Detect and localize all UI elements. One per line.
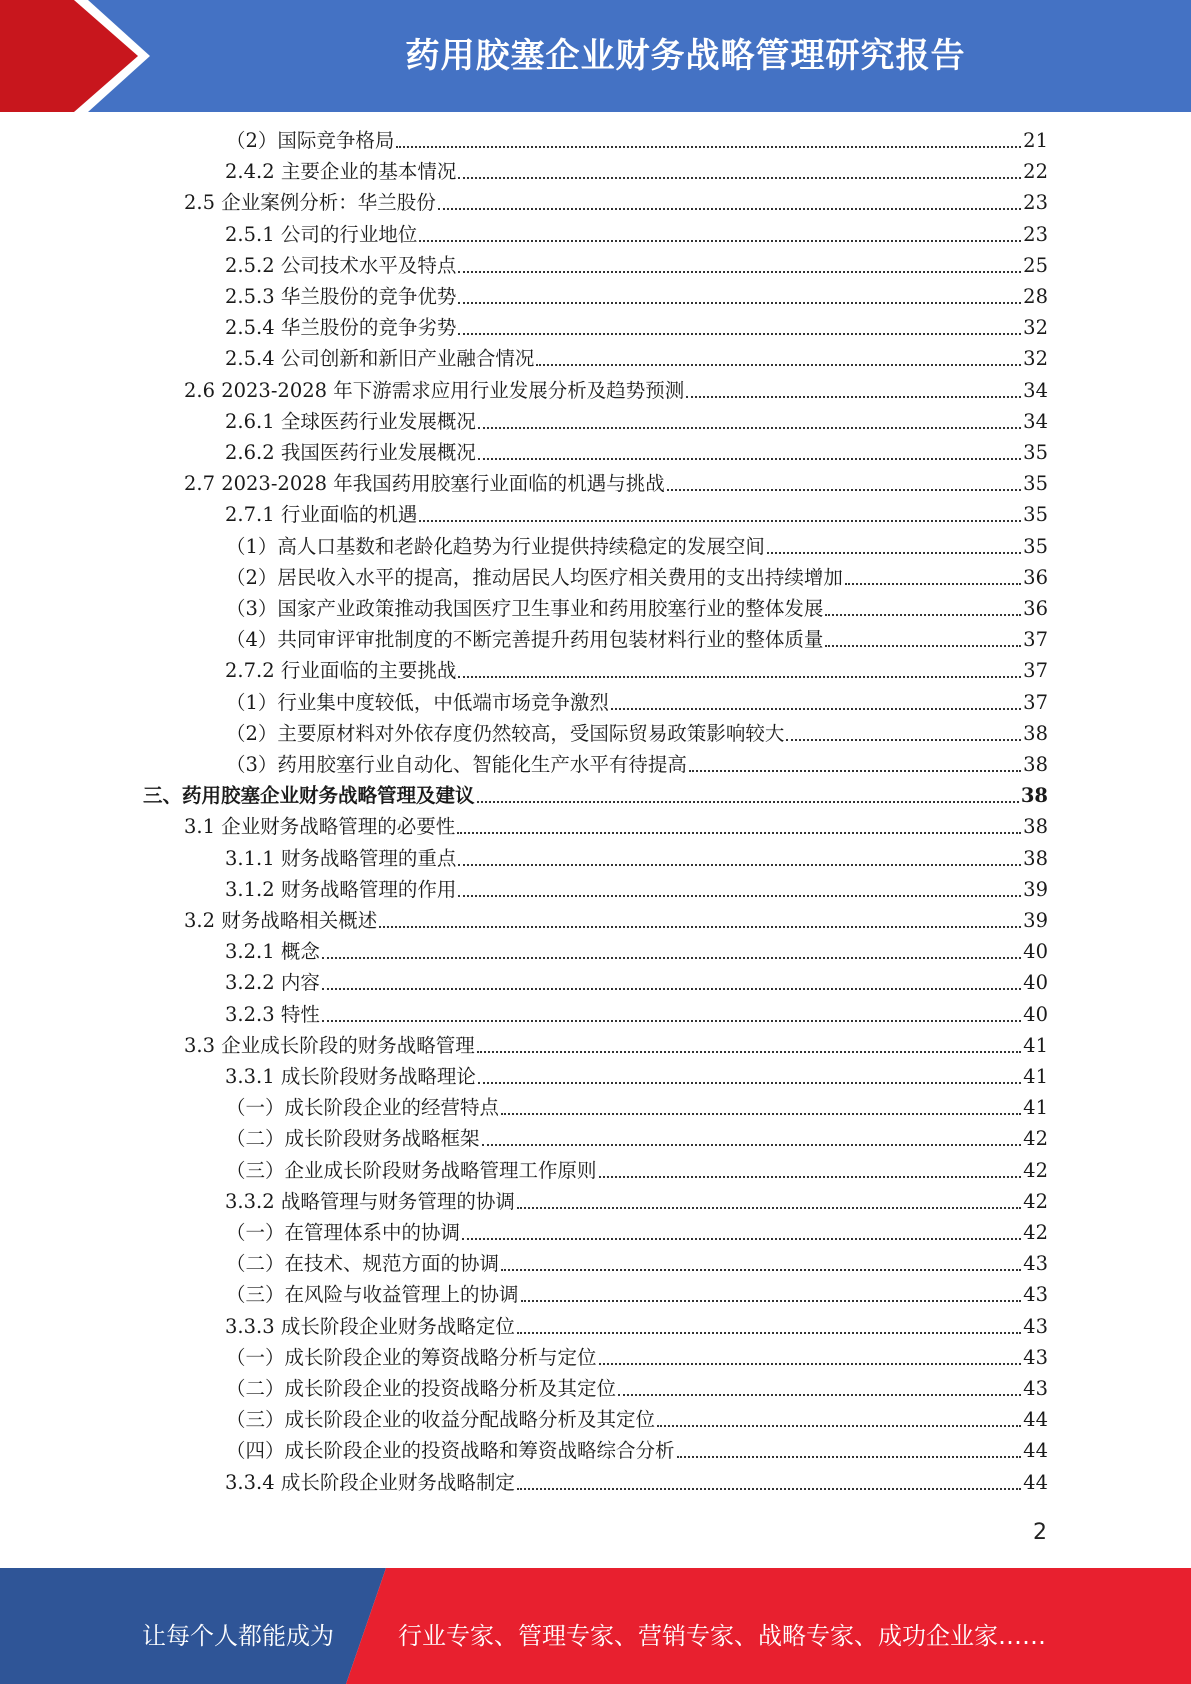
- toc-entry-page: 38: [1020, 784, 1048, 808]
- toc-entry-title: 3.2.1 概念: [225, 940, 320, 964]
- toc-leader-dots: [419, 520, 1021, 522]
- toc-entry[interactable]: [225, 846, 1048, 872]
- footer-slogan-list: 行业专家、管理专家、营销专家、战略专家、成功企业家……: [398, 1622, 1046, 1650]
- toc-entry[interactable]: [225, 222, 1048, 248]
- toc-entry[interactable]: [226, 1438, 1048, 1464]
- toc-entry-page: 36: [1023, 597, 1048, 620]
- toc-entry[interactable]: [226, 752, 1048, 778]
- toc-entry-title: 3.3 企业成长阶段的财务战略管理: [184, 1033, 475, 1057]
- toc-leader-dots: [825, 645, 1021, 647]
- toc-leader-dots: [478, 458, 1021, 460]
- toc-leader-dots: [477, 801, 1019, 803]
- toc-leader-dots: [501, 1269, 1021, 1271]
- toc-entry-title: 3.1 企业财务战略管理的必要性: [184, 815, 456, 839]
- toc-leader-dots: [462, 1238, 1021, 1240]
- toc-entry[interactable]: [225, 284, 1048, 310]
- toc-entry-page: 35: [1023, 441, 1048, 464]
- toc-entry-page: 43: [1023, 1252, 1048, 1276]
- toc-entry-page: 37: [1023, 690, 1048, 714]
- toc-leader-dots: [517, 1207, 1021, 1209]
- toc-entry-page: 35: [1023, 472, 1048, 496]
- toc-entry[interactable]: [226, 627, 1048, 653]
- toc-entry-title: （一）成长阶段企业的筹资战略分析与定位: [226, 1345, 597, 1369]
- toc-entry-page: 32: [1023, 316, 1048, 340]
- toc-entry[interactable]: [143, 783, 1048, 809]
- toc-entry[interactable]: [226, 1407, 1048, 1433]
- toc-leader-dots: [458, 895, 1021, 897]
- toc-leader-dots: [667, 489, 1021, 491]
- toc-entry[interactable]: [226, 565, 1048, 591]
- toc-entry[interactable]: [225, 658, 1048, 684]
- toc-entry-title: 三、药用胶塞企业财务战略管理及建议: [143, 784, 475, 808]
- toc-leader-dots: [419, 240, 1021, 242]
- toc-entry-title: 2.6.2 我国医药行业发展概况: [225, 441, 476, 464]
- toc-leader-dots: [458, 333, 1021, 335]
- toc-entry-page: 39: [1023, 877, 1048, 901]
- toc-entry-title: （2）主要原材料对外依存度仍然较高，受国际贸易政策影响较大: [226, 721, 785, 745]
- toc-entry-title: 3.3.4 成长阶段企业财务战略制定: [225, 1470, 515, 1494]
- toc-leader-dots: [482, 1144, 1022, 1146]
- toc-entry-page: 42: [1023, 1158, 1048, 1182]
- toc-entry-page: 23: [1023, 191, 1048, 215]
- toc-entry[interactable]: [226, 1095, 1048, 1121]
- toc-entry-title: （4）共同审评审批制度的不断完善提升药用包装材料行业的整体质量: [226, 628, 824, 652]
- toc-entry-page: 43: [1023, 1314, 1048, 1338]
- toc-entry[interactable]: [225, 315, 1048, 341]
- toc-entry-title: 3.2.2 内容: [225, 971, 320, 995]
- toc-entry-title: （1）行业集中度较低，中低端市场竞争激烈: [226, 690, 609, 714]
- toc-entry[interactable]: [226, 1251, 1048, 1277]
- toc-leader-dots: [478, 427, 1021, 429]
- toc-entry[interactable]: [226, 1282, 1048, 1308]
- toc-entry-page: 22: [1023, 160, 1048, 184]
- toc-entry-title: 3.2 财务战略相关概述: [184, 909, 378, 932]
- page-number: 2: [1033, 1520, 1047, 1545]
- toc-leader-dots: [657, 1425, 1021, 1427]
- toc-leader-dots: [322, 1020, 1021, 1022]
- toc-entry-page: 40: [1023, 971, 1048, 995]
- toc-entry-page: 35: [1023, 503, 1048, 527]
- toc-entry[interactable]: [226, 1220, 1048, 1246]
- toc-entry-page: 41: [1023, 1065, 1048, 1088]
- toc-leader-dots: [599, 1176, 1022, 1178]
- toc-leader-dots: [599, 1363, 1022, 1365]
- toc-entry-page: 25: [1023, 253, 1048, 277]
- toc-entry-page: 43: [1023, 1283, 1048, 1307]
- toc-entry-title: 2.5.3 华兰股份的竞争优势: [225, 285, 457, 308]
- toc-entry-page: 44: [1023, 1408, 1048, 1432]
- toc-entry-page: 42: [1023, 1127, 1048, 1151]
- toc-leader-dots: [845, 583, 1021, 585]
- toc-entry[interactable]: [225, 1002, 1048, 1028]
- toc-leader-dots: [457, 832, 1021, 834]
- toc-entry-page: 42: [1023, 1221, 1048, 1244]
- toc-entry-page: 38: [1023, 815, 1048, 839]
- toc-entry-title: （二）成长阶段财务战略框架: [226, 1127, 480, 1151]
- toc-leader-dots: [396, 146, 1021, 148]
- toc-leader-dots: [689, 770, 1021, 772]
- toc-entry[interactable]: [225, 1314, 1048, 1340]
- toc-entry-title: （一）在管理体系中的协调: [226, 1221, 461, 1244]
- toc-entry[interactable]: [225, 939, 1048, 965]
- toc-leader-dots: [825, 614, 1021, 616]
- toc-entry-title: （一）成长阶段企业的经营特点: [226, 1096, 500, 1120]
- toc-entry-page: 37: [1023, 628, 1048, 652]
- toc-entry-page: 35: [1023, 534, 1048, 558]
- toc-entry-title: （2）居民收入水平的提高，推动居民人均医疗相关费用的支出持续增加: [226, 565, 843, 589]
- toc-entry-title: 3.3.1 成长阶段财务战略理论: [225, 1065, 476, 1088]
- footer-slogan-lead: 让每个人都能成为: [142, 1622, 334, 1650]
- toc-leader-dots: [501, 1113, 1021, 1115]
- toc-entry-title: （四）成长阶段企业的投资战略和筹资战略综合分析: [226, 1439, 675, 1463]
- toc-entry-page: 41: [1023, 1096, 1048, 1120]
- toc-entry[interactable]: [225, 1470, 1048, 1496]
- toc-entry[interactable]: [225, 1064, 1048, 1090]
- toc-entry-page: 38: [1023, 753, 1048, 776]
- toc-entry-title: 3.3.2 战略管理与财务管理的协调: [225, 1189, 515, 1213]
- toc-entry[interactable]: [225, 346, 1048, 372]
- toc-entry-page: 44: [1023, 1470, 1048, 1494]
- toc-leader-dots: [517, 1488, 1021, 1490]
- toc-entry-page: 40: [1023, 940, 1048, 964]
- toc-entry-page: 43: [1023, 1377, 1048, 1400]
- toc-entry-title: 3.1.1 财务战略管理的重点: [225, 846, 457, 870]
- toc-leader-dots: [521, 1300, 1022, 1302]
- page-header: [0, 0, 1191, 112]
- toc-entry-page: 41: [1023, 1033, 1048, 1057]
- toc-entry[interactable]: [226, 690, 1048, 716]
- page-footer: [0, 1568, 1191, 1684]
- toc-entry-title: 3.3.3 成长阶段企业财务战略定位: [225, 1314, 515, 1338]
- toc-entry-title: （三）成长阶段企业的收益分配战略分析及其定位: [226, 1408, 656, 1432]
- toc-entry-title: （二）成长阶段企业的投资战略分析及其定位: [226, 1377, 617, 1400]
- toc-leader-dots: [536, 364, 1021, 366]
- toc-entry[interactable]: [226, 534, 1048, 560]
- toc-entry[interactable]: [225, 1189, 1048, 1215]
- toc-entry-page: 40: [1023, 1002, 1048, 1026]
- toc-entry-title: 2.5.4 公司创新和新旧产业融合情况: [225, 347, 535, 371]
- toc-entry[interactable]: [184, 378, 1048, 404]
- toc-leader-dots: [478, 1082, 1021, 1084]
- toc-entry-title: 2.5.1 公司的行业地位: [225, 222, 418, 246]
- toc-entry-page: 42: [1023, 1189, 1048, 1213]
- toc-leader-dots: [438, 208, 1021, 210]
- toc-entry[interactable]: [184, 190, 1048, 216]
- toc-leader-dots: [611, 708, 1021, 710]
- toc-entry-page: 38: [1023, 846, 1048, 870]
- toc-leader-dots: [517, 1332, 1021, 1334]
- toc-entry[interactable]: [226, 1126, 1048, 1152]
- toc-entry-page: 23: [1023, 222, 1048, 246]
- toc-leader-dots: [379, 926, 1021, 928]
- toc-entry-title: （3）药用胶塞行业自动化、智能化生产水平有待提高: [226, 753, 687, 776]
- toc-leader-dots: [786, 739, 1021, 741]
- toc-entry-title: 2.4.2 主要企业的基本情况: [225, 160, 457, 184]
- toc-leader-dots: [618, 1394, 1021, 1396]
- toc-leader-dots: [458, 676, 1021, 678]
- toc-entry-title: （1）高人口基数和老龄化趋势为行业提供持续稳定的发展空间: [226, 534, 765, 558]
- toc-entry-page: 38: [1023, 721, 1048, 745]
- report-title: 药用胶塞企业财务战略管理研究报告: [405, 36, 966, 76]
- toc-entry-title: 2.5 企业案例分析：华兰股份: [184, 191, 436, 215]
- toc-entry-page: 21: [1023, 129, 1048, 152]
- toc-entry-page: 39: [1023, 909, 1048, 932]
- toc-leader-dots: [458, 177, 1021, 179]
- toc-entry-page: 37: [1023, 659, 1048, 683]
- toc-entry[interactable]: [226, 596, 1048, 622]
- toc-leader-dots: [458, 271, 1021, 273]
- toc-entry-title: 3.2.3 特性: [225, 1002, 320, 1026]
- toc-entry-title: （3）国家产业政策推动我国医疗卫生事业和药用胶塞行业的整体发展: [226, 597, 824, 620]
- toc-leader-dots: [458, 864, 1021, 866]
- toc-entry-title: 3.1.2 财务战略管理的作用: [225, 877, 457, 901]
- toc-entry-page: 32: [1023, 347, 1048, 371]
- toc-entry-title: （三）企业成长阶段财务战略管理工作原则: [226, 1158, 597, 1182]
- toc-entry-page: 34: [1023, 409, 1048, 433]
- toc-entry-title: （二）在技术、规范方面的协调: [226, 1252, 500, 1276]
- toc-entry[interactable]: [225, 502, 1048, 528]
- header-red-arrow: [0, 0, 160, 112]
- toc-entry-title: （三）在风险与收益管理上的协调: [226, 1283, 519, 1307]
- toc-entry[interactable]: [225, 877, 1048, 903]
- toc-entry-title: 2.7.2 行业面临的主要挑战: [225, 659, 457, 683]
- toc-leader-dots: [677, 1456, 1022, 1458]
- toc-entry[interactable]: [225, 440, 1048, 466]
- toc-entry-title: 2.7.1 行业面临的机遇: [225, 503, 418, 527]
- toc-entry[interactable]: [226, 721, 1048, 747]
- toc-entry[interactable]: [226, 1158, 1048, 1184]
- toc-entry-title: 2.6 2023-2028 年下游需求应用行业发展分析及趋势预测: [184, 378, 685, 402]
- toc-leader-dots: [767, 552, 1021, 554]
- toc-entry-title: 2.7 2023-2028 年我国药用胶塞行业面临的机遇与挑战: [184, 472, 665, 496]
- toc-leader-dots: [477, 1051, 1021, 1053]
- toc-entry[interactable]: [184, 814, 1048, 840]
- toc-entry-page: 43: [1023, 1345, 1048, 1369]
- toc-entry-page: 36: [1023, 565, 1048, 589]
- toc-entry[interactable]: [225, 409, 1048, 435]
- toc-entry-title: 2.6.1 全球医药行业发展概况: [225, 409, 476, 433]
- toc-entry[interactable]: [226, 128, 1048, 154]
- toc-entry[interactable]: [225, 970, 1048, 996]
- toc-entry[interactable]: [184, 908, 1048, 934]
- toc-entry[interactable]: [184, 1033, 1048, 1059]
- toc-entry-page: 44: [1023, 1439, 1048, 1463]
- toc-entry-page: 28: [1023, 285, 1048, 308]
- toc-entry[interactable]: [226, 1345, 1048, 1371]
- toc-leader-dots: [458, 302, 1021, 304]
- toc-leader-dots: [322, 988, 1021, 990]
- toc-entry-title: 2.5.2 公司技术水平及特点: [225, 253, 457, 277]
- toc-entry[interactable]: [184, 471, 1048, 497]
- toc-entry[interactable]: [225, 159, 1048, 185]
- toc-entry-page: 34: [1023, 378, 1048, 402]
- toc-entry[interactable]: [226, 1376, 1048, 1402]
- toc-leader-dots: [686, 396, 1021, 398]
- toc-entry-title: 2.5.4 华兰股份的竞争劣势: [225, 316, 457, 340]
- toc-entry[interactable]: [225, 253, 1048, 279]
- toc-leader-dots: [322, 957, 1021, 959]
- toc-entry-title: （2）国际竞争格局: [226, 129, 395, 152]
